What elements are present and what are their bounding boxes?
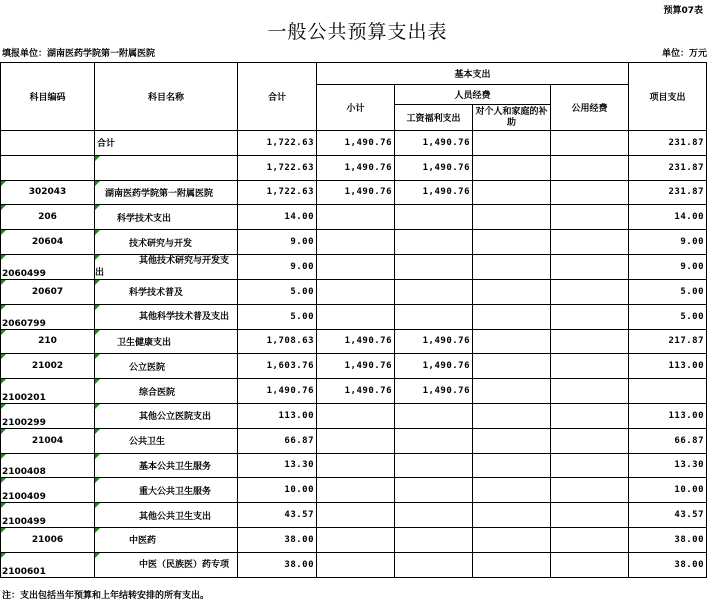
header-public-funds: 公用经费 (551, 85, 629, 131)
cell-public-funds (551, 478, 629, 503)
table-row (1, 205, 707, 230)
cell-subject-name: 其他科学技术普及支出 (95, 304, 238, 329)
cell-subtotal (317, 304, 395, 329)
filing-unit: 填报单位：湖南医药学院第一附属医院 (2, 49, 156, 59)
cell-subject-code (1, 131, 95, 156)
cell-subsidies (473, 304, 551, 329)
cell-project: 66.87 (629, 428, 707, 453)
table-row (1, 503, 707, 528)
cell-subject-code: 21006 (1, 527, 95, 552)
table-row (1, 155, 707, 180)
cell-subsidies (473, 552, 551, 577)
cell-public-funds (551, 329, 629, 354)
cell-subsidies (473, 527, 551, 552)
table-row (1, 180, 707, 205)
cell-subject-code: 2100201 (1, 379, 95, 404)
cell-subject-name: 其他技术研究与开发支出 (95, 254, 238, 279)
cell-subtotal: 1,490.76 (317, 354, 395, 379)
cell-project: 113.00 (629, 354, 707, 379)
cell-wages (395, 205, 473, 230)
header-subject-name: 科目名称 (95, 63, 238, 131)
cell-subsidies (473, 478, 551, 503)
cell-total: 14.00 (238, 205, 317, 230)
cell-wages (395, 403, 473, 428)
cell-total: 1,490.76 (238, 379, 317, 404)
cell-subject-code (1, 155, 95, 180)
table-row (1, 478, 707, 503)
page-title: 一般公共预算支出表 (267, 21, 448, 43)
cell-wages: 1,490.76 (395, 354, 473, 379)
cell-public-funds (551, 453, 629, 478)
cell-subject-name: 公共卫生 (95, 428, 238, 453)
cell-wages (395, 503, 473, 528)
cell-total: 1,722.63 (238, 131, 317, 156)
cell-subsidies (473, 254, 551, 279)
cell-subject-name: 其他公立医院支出 (95, 403, 238, 428)
cell-subtotal: 1,490.76 (317, 329, 395, 354)
header-subject-code: 科目编码 (1, 63, 95, 131)
table-row (1, 304, 707, 329)
footnote: 注：支出包括当年预算和上年结转安排的所有支出。 (2, 591, 210, 601)
cell-subtotal: 1,490.76 (317, 180, 395, 205)
cell-subject-name (95, 155, 238, 180)
cell-wages (395, 527, 473, 552)
cell-subtotal: 1,490.76 (317, 131, 395, 156)
cell-project (629, 379, 707, 404)
cell-public-funds (551, 254, 629, 279)
cell-subject-name: 合计 (95, 131, 238, 156)
cell-subsidies (473, 428, 551, 453)
cell-subtotal (317, 552, 395, 577)
cell-subject-code: 2100499 (1, 503, 95, 528)
cell-subject-name: 其他公共卫生支出 (95, 503, 238, 528)
cell-subject-name: 基本公共卫生服务 (95, 453, 238, 478)
cell-wages (395, 552, 473, 577)
cell-subtotal (317, 478, 395, 503)
cell-wages: 1,490.76 (395, 379, 473, 404)
table-row (1, 527, 707, 552)
cell-subject-code: 21002 (1, 354, 95, 379)
cell-public-funds (551, 527, 629, 552)
budget-table (0, 62, 707, 578)
cell-subsidies (473, 180, 551, 205)
cell-subtotal (317, 403, 395, 428)
cell-subtotal (317, 205, 395, 230)
cell-subsidies (473, 279, 551, 304)
cell-wages (395, 230, 473, 255)
cell-project: 231.87 (629, 155, 707, 180)
cell-subsidies (473, 503, 551, 528)
cell-subtotal (317, 279, 395, 304)
cell-subject-code: 2100409 (1, 478, 95, 503)
cell-subtotal (317, 453, 395, 478)
cell-total: 9.00 (238, 254, 317, 279)
cell-wages: 1,490.76 (395, 131, 473, 156)
cell-project: 14.00 (629, 205, 707, 230)
cell-subject-code: 206 (1, 205, 95, 230)
cell-project: 217.87 (629, 329, 707, 354)
form-code: 预算07表 (663, 6, 703, 16)
cell-wages: 1,490.76 (395, 180, 473, 205)
cell-public-funds (551, 205, 629, 230)
header-total: 合计 (238, 63, 317, 131)
cell-project: 9.00 (629, 254, 707, 279)
cell-subtotal (317, 254, 395, 279)
cell-subject-name: 公立医院 (95, 354, 238, 379)
cell-subject-name: 科学技术支出 (95, 205, 238, 230)
amount-unit: 单位：万元 (661, 49, 707, 59)
cell-subtotal (317, 428, 395, 453)
header-basic: 基本支出 (317, 63, 629, 85)
cell-total: 5.00 (238, 304, 317, 329)
cell-subsidies (473, 354, 551, 379)
cell-total: 1,722.63 (238, 180, 317, 205)
cell-public-funds (551, 503, 629, 528)
cell-wages (395, 304, 473, 329)
cell-subsidies (473, 205, 551, 230)
header-project: 项目支出 (629, 63, 707, 131)
table-row (1, 230, 707, 255)
cell-project: 231.87 (629, 131, 707, 156)
cell-project: 5.00 (629, 279, 707, 304)
cell-project: 13.30 (629, 453, 707, 478)
cell-project: 231.87 (629, 180, 707, 205)
cell-total: 1,708.63 (238, 329, 317, 354)
cell-subject-name: 科学技术普及 (95, 279, 238, 304)
cell-public-funds (551, 230, 629, 255)
cell-total: 66.87 (238, 428, 317, 453)
table-row (1, 354, 707, 379)
cell-subtotal: 1,490.76 (317, 379, 395, 404)
cell-public-funds (551, 279, 629, 304)
cell-public-funds (551, 379, 629, 404)
cell-total: 13.30 (238, 453, 317, 478)
cell-subsidies (473, 329, 551, 354)
cell-total: 1,722.63 (238, 155, 317, 180)
cell-subject-code: 20604 (1, 230, 95, 255)
unit-line (2, 46, 707, 59)
cell-subject-name: 卫生健康支出 (95, 329, 238, 354)
cell-subsidies (473, 131, 551, 156)
cell-subject-code: 210 (1, 329, 95, 354)
cell-subject-code: 302043 (1, 180, 95, 205)
cell-subject-code: 2100408 (1, 453, 95, 478)
cell-wages: 1,490.76 (395, 155, 473, 180)
table-row (1, 131, 707, 156)
cell-wages (395, 478, 473, 503)
cell-subject-code: 2060799 (1, 304, 95, 329)
cell-public-funds (551, 304, 629, 329)
cell-total: 113.00 (238, 403, 317, 428)
cell-wages (395, 254, 473, 279)
cell-subject-code: 20607 (1, 279, 95, 304)
cell-wages (395, 279, 473, 304)
header-subsidies: 对个人和家庭的补助 (473, 105, 551, 131)
cell-subject-name: 湖南医药学院第一附属医院 (95, 180, 238, 205)
cell-project: 38.00 (629, 527, 707, 552)
cell-total: 38.00 (238, 552, 317, 577)
cell-project: 38.00 (629, 552, 707, 577)
cell-project: 5.00 (629, 304, 707, 329)
cell-subject-code: 2100601 (1, 552, 95, 577)
cell-wages: 1,490.76 (395, 329, 473, 354)
cell-total: 9.00 (238, 230, 317, 255)
table-row (1, 403, 707, 428)
cell-total: 10.00 (238, 478, 317, 503)
cell-subject-name: 重大公共卫生服务 (95, 478, 238, 503)
header-subtotal: 小计 (317, 85, 395, 131)
header-personnel: 人员经费 (395, 85, 551, 105)
cell-subsidies (473, 155, 551, 180)
cell-public-funds (551, 155, 629, 180)
cell-wages (395, 428, 473, 453)
cell-public-funds (551, 131, 629, 156)
cell-subsidies (473, 230, 551, 255)
cell-subject-name: 技术研究与开发 (95, 230, 238, 255)
cell-subtotal (317, 503, 395, 528)
cell-total: 43.57 (238, 503, 317, 528)
cell-subject-name: 中医（民族医）药专项 (95, 552, 238, 577)
table-row (1, 279, 707, 304)
cell-subtotal (317, 527, 395, 552)
header-wages: 工资福利支出 (395, 105, 473, 131)
cell-total: 38.00 (238, 527, 317, 552)
cell-project: 10.00 (629, 478, 707, 503)
table-row (1, 254, 707, 279)
cell-subject-name: 中医药 (95, 527, 238, 552)
cell-project: 113.00 (629, 403, 707, 428)
cell-project: 9.00 (629, 230, 707, 255)
cell-subject-name: 综合医院 (95, 379, 238, 404)
cell-subsidies (473, 453, 551, 478)
cell-public-funds (551, 403, 629, 428)
cell-subtotal (317, 230, 395, 255)
table-row (1, 552, 707, 577)
cell-project: 43.57 (629, 503, 707, 528)
cell-public-funds (551, 428, 629, 453)
cell-total: 5.00 (238, 279, 317, 304)
cell-subtotal: 1,490.76 (317, 155, 395, 180)
cell-subject-code: 2100299 (1, 403, 95, 428)
table-row (1, 379, 707, 404)
cell-wages (395, 453, 473, 478)
cell-public-funds (551, 354, 629, 379)
table-body (1, 131, 707, 578)
cell-subsidies (473, 403, 551, 428)
cell-total: 1,603.76 (238, 354, 317, 379)
table-row (1, 453, 707, 478)
cell-subject-code: 21004 (1, 428, 95, 453)
cell-public-funds (551, 180, 629, 205)
table-row (1, 428, 707, 453)
cell-subject-code: 2060499 (1, 254, 95, 279)
cell-public-funds (551, 552, 629, 577)
cell-subsidies (473, 379, 551, 404)
table-row (1, 329, 707, 354)
